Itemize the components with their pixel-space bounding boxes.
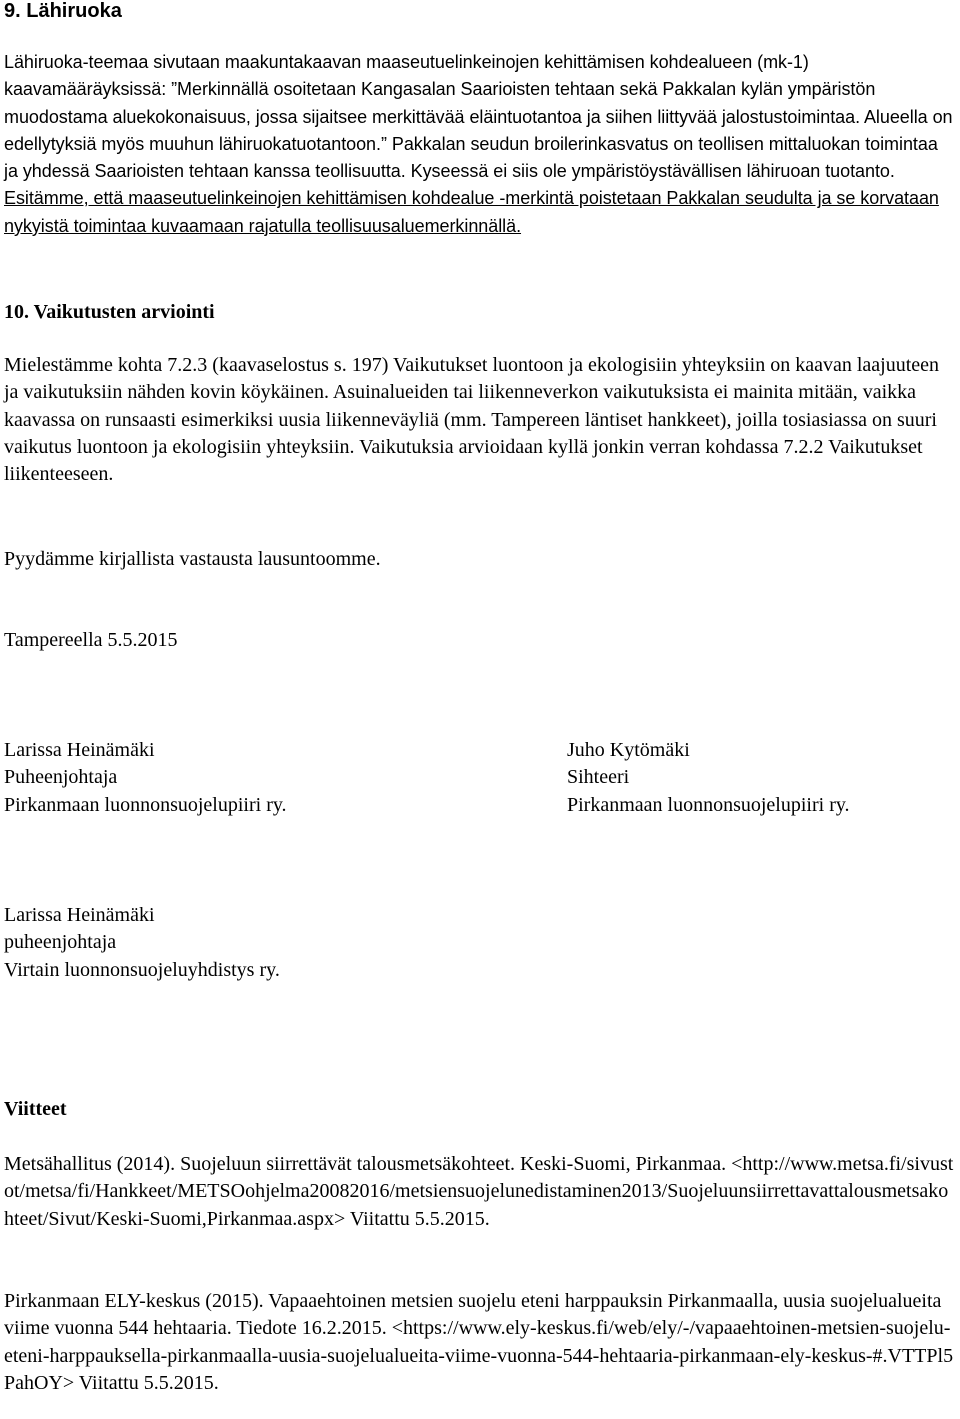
signature-name: Larissa Heinämäki: [4, 904, 155, 926]
place-date: Tampereella 5.5.2015: [4, 629, 178, 651]
section-10-title: 10. Vaikutusten arviointi: [4, 301, 215, 323]
signature-name: Larissa Heinämäki: [4, 739, 155, 761]
signature-organization: Pirkanmaan luonnonsuojelupiiri ry.: [567, 793, 850, 816]
section-9-title: 9. Lähiruoka: [4, 0, 122, 22]
reference-item: Pirkanmaan ELY-keskus (2015). Vapaaehtoinen metsien suojelu eteni harppauksin Pirkanmaalla, uusia suojelualueita viime vuonna 544 hehtaaria. Tiedote 16.2.2015. <https://www.ely-keskus.fi/web/ely/-/vapaaehtoinen-metsien-suojelu-eteni-harppauksella-pirkanmaalla-uusia-suojelualueita-viime-vuonna-544-hehtaaria-pirkanmaan-ely-keskus-#.VTTPl5PahOY> Viitattu 5.5.2015.: [4, 1290, 954, 1394]
signature-block-1: [4, 737, 287, 819]
signature-role: puheenjohtaja: [4, 931, 117, 954]
signature-block-3: [4, 902, 280, 984]
response-request: Pyydämme kirjallista vastausta lausuntoomme.: [4, 548, 381, 570]
signature-organization: Pirkanmaan luonnonsuojelupiiri ry.: [4, 793, 287, 816]
section-9-proposal: Esitämme, että maaseutuelinkeinojen kehittämisen kohdealue -merkintä poistetaan Pakkalan seudulta ja se korvataan nykyistä toimintaa kuvaamaan rajatulla teollisuusaluemerkinnällä.: [4, 188, 939, 236]
section-10-paragraph: Mielestämme kohta 7.2.3 (kaavaselostus s. 197) Vaikutukset luontoon ja ekologisiin yhteyksiin on kaavan laajuuteen ja vaikutuksiin nähden kovin köykäinen. Asuinalueiden tai liikenneverkon vaikutuksista ei mainita mitään, vaikka kaavassa on runsaasti esimerkiksi uusia liikenneväyliä (mm. Tampereen läntiset hankkeet), joilla tosiasiassa on suuri vaikutus luontoon ja ekologisiin yhteyksiin. Vaikutuksia arvioidaan kyllä jonkin verran kohdassa 7.2.2 Vaikutukset liikenteeseen.: [4, 354, 940, 486]
section-9-paragraph: [4, 49, 954, 240]
section-9-text: Lähiruoka-teemaa sivutaan maakuntakaavan maaseutuelinkeinojen kehittämisen kohdealueen (mk-1) kaavamääräyksissä: ”Merkinnällä osoitetaan Kangasalan Saarioisten tehtaan sekä Pakkalan kylän ympäristön muodostama aluekokonaisuus, jossa sijaitsee merkittävää eläintuotantoa ja siihen liittyvää jalostustoimintaa. Alueella on edellytyksiä myös muuhun lähiruokatuotantoon.” Pakkalan seudun broilerinkasvatus on teollisen mittaluokan toimintaa ja yhdessä Saarioisten tehtaan kanssa teollisuutta. Kyseessä ei siis ole ympäristöystävällisen lähiruoan tuotanto.: [4, 52, 953, 182]
signature-organization: Virtain luonnonsuojeluyhdistys ry.: [4, 958, 280, 981]
signature-role: Puheenjohtaja: [4, 766, 118, 789]
reference-item: Metsähallitus (2014). Suojeluun siirrettävät talousmetsäkohteet. Keski-Suomi, Pirkanmaa. <http://www.metsa.fi/sivustot/metsa/fi/Hankkeet/METSOohjelma20082016/metsiensuojelunedistaminen2013/Suojeluunsiirrettavattalousmetsakohteet/Sivut/Keski-Suomi,Pirkanmaa.aspx> Viitattu 5.5.2015.: [4, 1153, 954, 1230]
signature-name: Juho Kytömäki: [567, 739, 690, 761]
signature-role: Sihteeri: [567, 766, 630, 789]
references-title: Viitteet: [4, 1098, 67, 1120]
signature-block-2: [567, 737, 850, 819]
